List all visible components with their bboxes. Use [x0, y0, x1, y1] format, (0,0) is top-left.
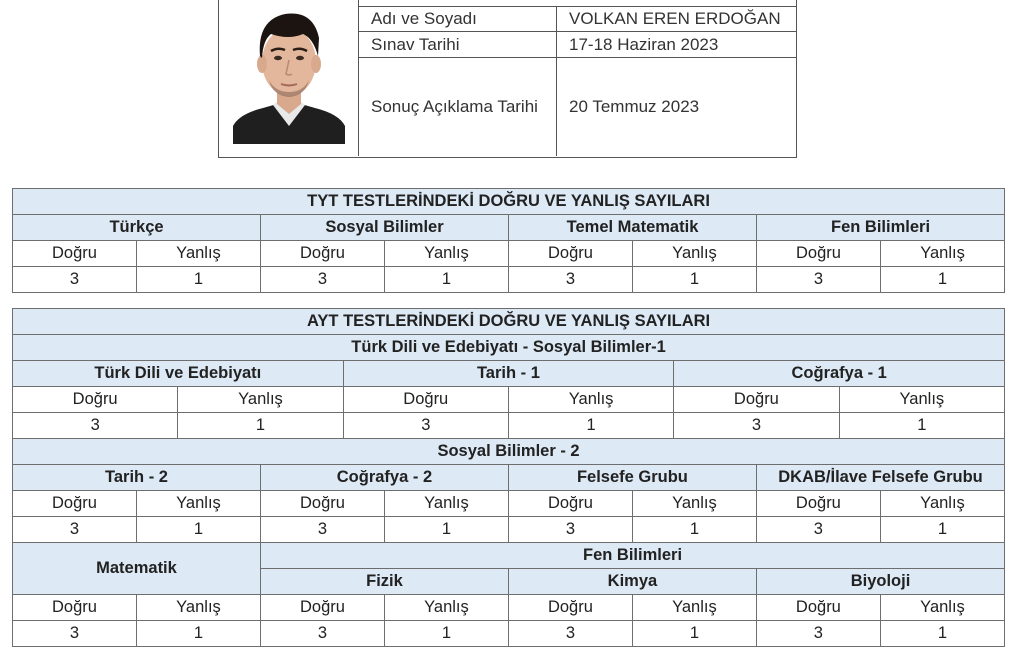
ayt-subject-header: Tarih - 1	[343, 361, 674, 387]
result-date-value: 20 Temmuz 2023	[569, 97, 700, 116]
name-label: Adı ve Soyadı	[359, 6, 557, 32]
ayt-science-title: Fen Bilimleri	[260, 543, 1004, 569]
wrong-label: Yanlış	[839, 387, 1005, 413]
exam-date-value: 17-18 Haziran 2023	[557, 32, 797, 58]
tyt-subject-header: Fen Bilimleri	[757, 215, 1005, 241]
correct-count: 3	[509, 267, 633, 293]
wrong-label: Yanlış	[136, 595, 260, 621]
wrong-label: Yanlış	[136, 491, 260, 517]
correct-label: Doğru	[13, 387, 178, 413]
wrong-count: 1	[881, 267, 1005, 293]
wrong-label: Yanlış	[880, 491, 1004, 517]
wrong-count: 1	[178, 413, 343, 439]
wrong-count: 1	[384, 621, 508, 647]
wrong-count: 1	[137, 267, 261, 293]
correct-count: 3	[508, 621, 632, 647]
wrong-count: 1	[633, 267, 757, 293]
ayt-subject-header: Felsefe Grubu	[508, 465, 756, 491]
wrong-label: Yanlış	[508, 387, 673, 413]
correct-count: 3	[508, 517, 632, 543]
ayt-group2-title: Sosyal Bilimler - 2	[13, 439, 1005, 465]
wrong-label: Yanlış	[632, 595, 756, 621]
correct-label: Doğru	[756, 491, 880, 517]
correct-label: Doğru	[508, 595, 632, 621]
wrong-count: 1	[880, 517, 1004, 543]
ayt-results-table	[12, 308, 1005, 647]
wrong-label: Yanlış	[137, 241, 261, 267]
correct-label: Doğru	[674, 387, 839, 413]
wrong-label: Yanlış	[633, 241, 757, 267]
ayt-math-header: Matematik	[13, 543, 261, 595]
tyt-results-table	[12, 188, 1005, 293]
correct-label: Doğru	[756, 595, 880, 621]
name-value: VOLKAN EREN ERDOĞAN	[557, 6, 797, 32]
correct-count: 3	[13, 413, 178, 439]
ayt-subject-header: DKAB/İlave Felsefe Grubu	[756, 465, 1004, 491]
wrong-count: 1	[839, 413, 1005, 439]
result-date-label: Sonuç Açıklama Tarihi	[359, 58, 557, 156]
correct-label: Doğru	[508, 491, 632, 517]
correct-label: Doğru	[13, 491, 137, 517]
student-info-panel	[218, 0, 797, 158]
correct-label: Doğru	[13, 241, 137, 267]
wrong-label: Yanlış	[881, 241, 1005, 267]
wrong-label: Yanlış	[384, 491, 508, 517]
ayt-title: AYT TESTLERİNDEKİ DOĞRU VE YANLIŞ SAYILARI	[13, 309, 1005, 335]
wrong-count: 1	[385, 267, 509, 293]
ayt-subject-header: Türk Dili ve Edebiyatı	[13, 361, 344, 387]
ayt-group1-title: Türk Dili ve Edebiyatı - Sosyal Bilimler-1	[13, 335, 1005, 361]
correct-count: 3	[13, 517, 137, 543]
correct-count: 3	[756, 517, 880, 543]
correct-count: 3	[13, 267, 137, 293]
ayt-subject-header: Coğrafya - 2	[260, 465, 508, 491]
tyt-subject-header: Türkçe	[13, 215, 261, 241]
wrong-label: Yanlış	[880, 595, 1004, 621]
student-photo-portrait	[233, 4, 345, 144]
correct-count: 3	[260, 621, 384, 647]
exam-date-label: Sınav Tarihi	[359, 32, 557, 58]
ayt-subject-header: Tarih - 2	[13, 465, 261, 491]
wrong-label: Yanlış	[178, 387, 343, 413]
wrong-count: 1	[136, 517, 260, 543]
wrong-label: Yanlış	[385, 241, 509, 267]
ayt-subject-header: Coğrafya - 1	[674, 361, 1005, 387]
correct-label: Doğru	[509, 241, 633, 267]
correct-count: 3	[756, 621, 880, 647]
ayt-subject-header: Kimya	[508, 569, 756, 595]
correct-label: Doğru	[260, 491, 384, 517]
correct-count: 3	[13, 621, 137, 647]
correct-count: 3	[261, 267, 385, 293]
wrong-count: 1	[384, 517, 508, 543]
wrong-count: 1	[136, 621, 260, 647]
correct-count: 3	[343, 413, 508, 439]
tyt-subject-header: Temel Matematik	[509, 215, 757, 241]
correct-count: 3	[674, 413, 839, 439]
correct-count: 3	[260, 517, 384, 543]
ayt-subject-header: Fizik	[260, 569, 508, 595]
correct-label: Doğru	[260, 595, 384, 621]
tyt-subject-header: Sosyal Bilimler	[261, 215, 509, 241]
correct-count: 3	[757, 267, 881, 293]
wrong-count: 1	[508, 413, 673, 439]
wrong-count: 1	[632, 517, 756, 543]
correct-label: Doğru	[261, 241, 385, 267]
tyt-title: TYT TESTLERİNDEKİ DOĞRU VE YANLIŞ SAYILARI	[13, 189, 1005, 215]
wrong-label: Yanlış	[384, 595, 508, 621]
wrong-count: 1	[632, 621, 756, 647]
wrong-count: 1	[880, 621, 1004, 647]
correct-label: Doğru	[757, 241, 881, 267]
correct-label: Doğru	[343, 387, 508, 413]
wrong-label: Yanlış	[632, 491, 756, 517]
student-photo	[219, 0, 359, 156]
ayt-subject-header: Biyoloji	[756, 569, 1004, 595]
correct-label: Doğru	[13, 595, 137, 621]
